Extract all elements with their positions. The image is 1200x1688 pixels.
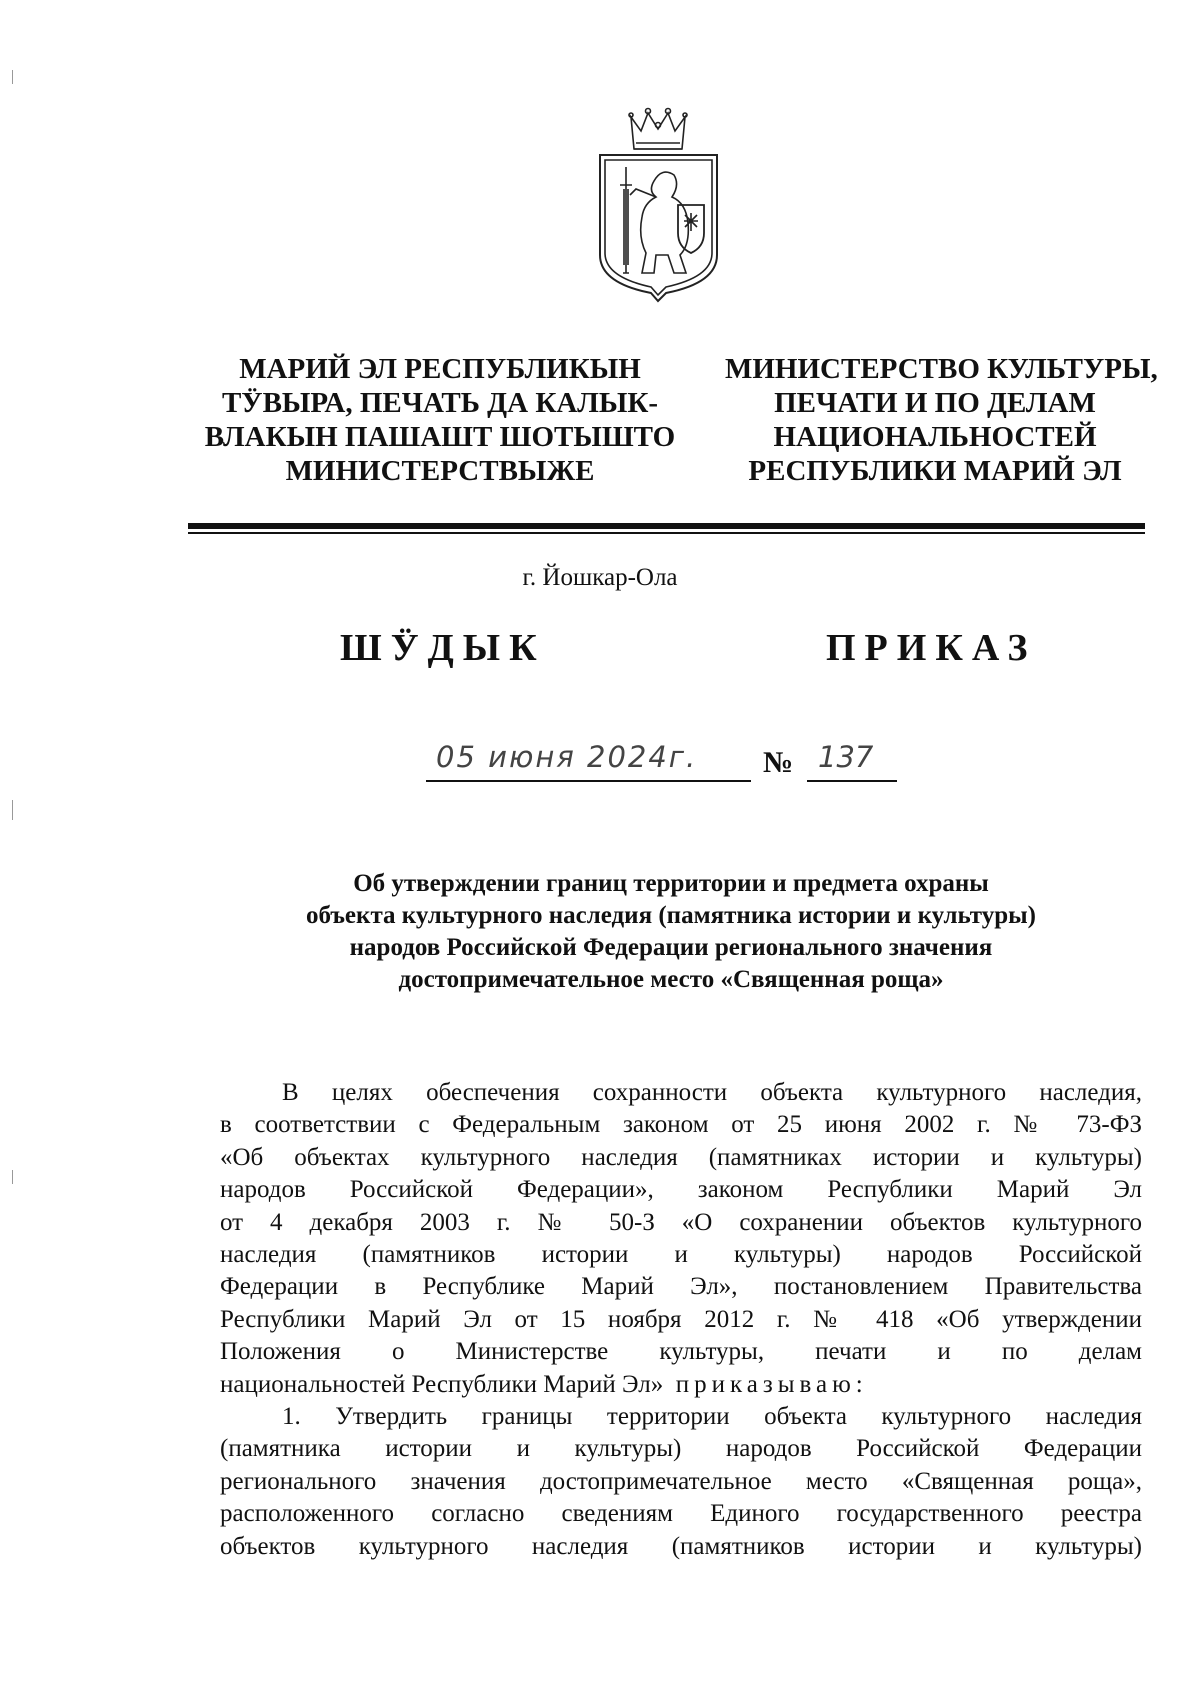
body-line: Положения о Министерстве культуры, печати и по делам — [220, 1338, 1142, 1366]
header-divider-thick — [188, 523, 1145, 529]
header-line: ВЛАКЫН ПАШАШТ ШОТЫШТО — [204, 421, 676, 453]
body-line: объектов культурного наследия (памятников истории и культуры) — [220, 1532, 1142, 1560]
header-line: ТӰВЫРА, ПЕЧАТЬ ДА КАЛЫК- — [221, 387, 659, 419]
title-line: объекта культурного наследия (памятника истории и культуры) — [305, 902, 1036, 929]
header-ministry-mari — [200, 352, 680, 488]
header-line: РЕСПУБЛИКИ МАРИЙ ЭЛ — [748, 455, 1122, 487]
title-line: народов Российской Федерации регионального значения — [349, 934, 993, 961]
body-line-last — [220, 1369, 1142, 1401]
header-line: МИНИСТЕРСТВО КУЛЬТУРЫ, — [725, 353, 1158, 385]
body-text: национальностей Республики Марий Эл» — [220, 1370, 664, 1398]
city-name: г. Йошкар-Ола — [522, 564, 678, 591]
header-divider-thin — [188, 532, 1145, 534]
body-line: в соответствии с Федеральным законом от 25 июня 2002 г. № 73-ФЗ — [220, 1111, 1142, 1139]
title-line: Об утверждении границ территории и предмета охраны — [353, 870, 989, 897]
title-line: достопримечательное место «Священная роща» — [398, 966, 944, 993]
date-underline — [426, 780, 751, 782]
paragraph-preamble — [220, 1077, 1142, 1401]
order-title-russian: ПРИКАЗ — [826, 627, 1037, 669]
body-line: В целях обеспечения сохранности объекта культурного наследия, — [282, 1079, 1142, 1106]
number-label: № — [763, 746, 794, 779]
body-line: народов Российской Федерации», законом Республики Марий Эл — [220, 1176, 1142, 1204]
body-line: «Об объектах культурного наследия (памятниках истории и культуры) — [220, 1143, 1142, 1171]
body-line: Республики Марий Эл от 15 ноября 2012 г. № 418 «Об утверждении — [220, 1305, 1142, 1333]
order-number-handwritten: 137 — [818, 740, 874, 774]
scan-margin-mark — [12, 70, 13, 84]
document-body — [220, 1077, 1142, 1563]
order-date-handwritten: 05 июня 2024г. — [436, 740, 698, 774]
body-line: от 4 декабря 2003 г. № 50-З «О сохранении объектов культурного — [220, 1208, 1142, 1236]
body-line: 1. Утвердить границы территории объекта культурного наследия — [282, 1403, 1142, 1431]
paragraph-item-1 — [220, 1401, 1142, 1563]
republic-mari-el-coat-of-arms-icon — [596, 105, 721, 303]
document-title — [200, 868, 1142, 996]
order-title-mari: ШӰДЫК — [340, 627, 546, 669]
number-underline — [807, 780, 897, 782]
body-line: регионального значения достопримечательное место «Священная роща», — [220, 1467, 1142, 1495]
header-line: МАРИЙ ЭЛ РЕСПУБЛИКЫН — [239, 353, 641, 385]
body-line: (памятника истории и культуры) народов Российской Федерации — [220, 1435, 1142, 1463]
scan-margin-mark — [12, 1170, 13, 1184]
order-verb: приказываю: — [675, 1370, 868, 1398]
header-line: НАЦИОНАЛЬНОСТЕЙ — [773, 421, 1097, 453]
header-line: МИНИСТЕРСТВЫЖЕ — [285, 455, 595, 487]
body-line: Федерации в Республике Марий Эл», постановлением Правительства — [220, 1273, 1142, 1301]
header-ministry-russian — [725, 352, 1158, 488]
scan-margin-mark — [12, 800, 13, 820]
body-line: расположенного согласно сведениям Единого государственного реестра — [220, 1500, 1142, 1528]
header-line: ПЕЧАТИ И ПО ДЕЛАМ — [774, 387, 1096, 419]
body-line: наследия (памятников истории и культуры) народов Российской — [220, 1241, 1142, 1269]
